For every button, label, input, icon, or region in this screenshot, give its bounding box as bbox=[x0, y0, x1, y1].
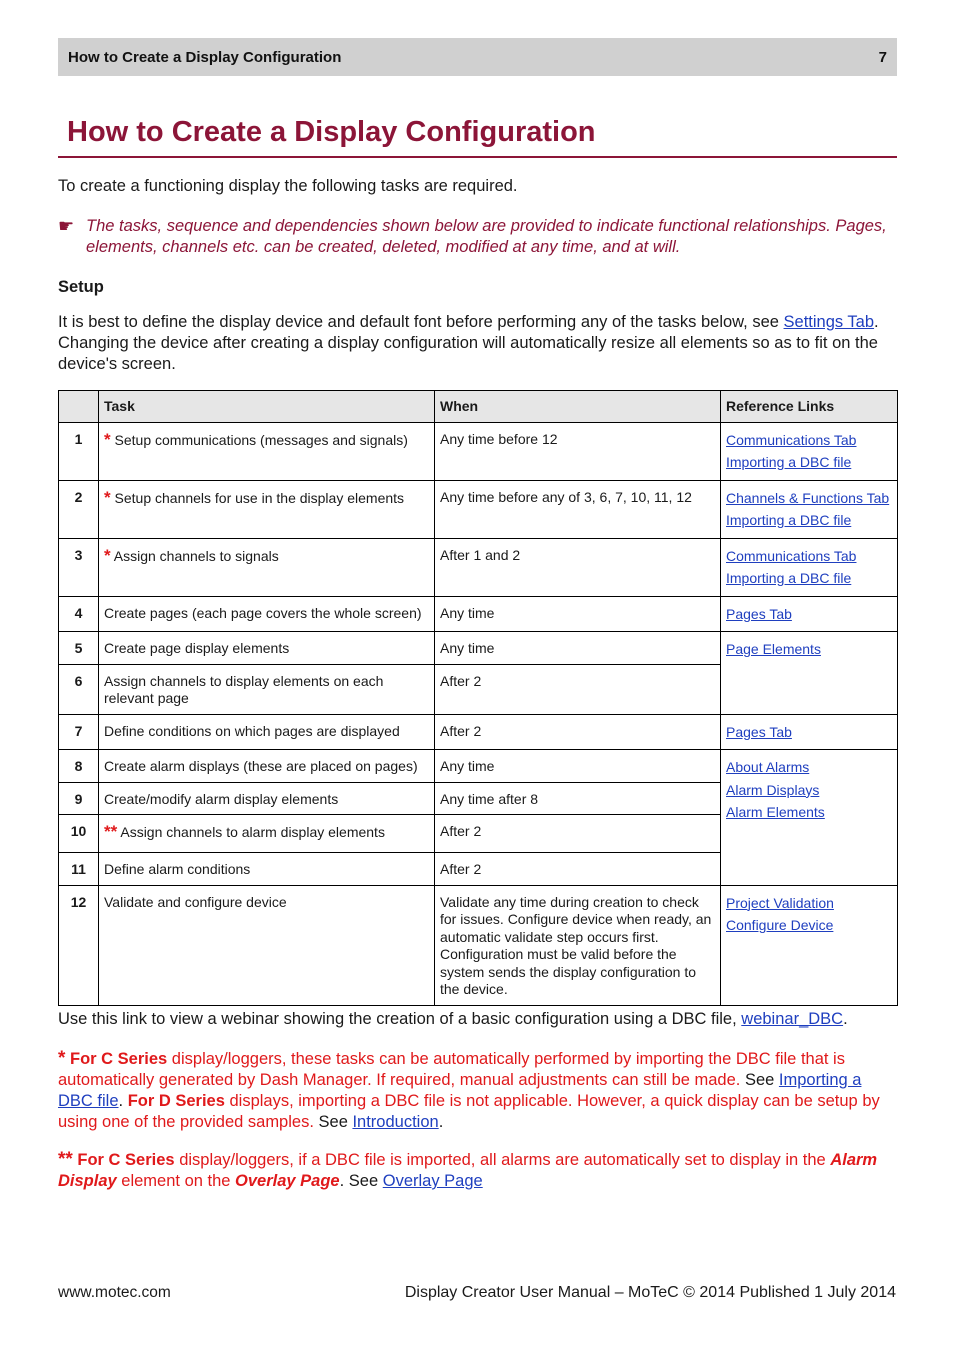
task-cell bbox=[99, 538, 435, 596]
row-number: 8 bbox=[59, 750, 99, 783]
task-cell: Validate and configure device bbox=[99, 885, 435, 1005]
reference-links-cell bbox=[721, 885, 898, 1005]
task-cell: Create pages (each page covers the whole screen) bbox=[99, 596, 435, 632]
footnote-text: display/loggers, these tasks can be automatically performed by importing the DBC file that is automatically generated by Dash Manager. If required, manual adjustments can still be made. bbox=[58, 1050, 845, 1089]
webinar-text: Use this link to view a webinar showing the creation of a basic configuration using a DBC file, bbox=[58, 1010, 742, 1028]
page-title: How to Create a Display Configuration bbox=[67, 116, 596, 148]
when-cell: After 2 bbox=[435, 714, 721, 750]
footnote-dot: . bbox=[438, 1113, 444, 1131]
setup-text-after: . Changing the device after creating a display configuration will automatically resize all elements so as to fit on the device's screen. bbox=[58, 313, 879, 373]
when-cell: Any time bbox=[435, 750, 721, 783]
intro-text: To create a functioning display the following tasks are required. bbox=[58, 177, 518, 195]
setup-heading: Setup bbox=[58, 278, 104, 296]
overlay-page-link[interactable]: Overlay Page bbox=[382, 1172, 483, 1190]
task-cell: Create page display elements bbox=[99, 632, 435, 665]
importing-dbc-file-link[interactable]: Importing a DBC file bbox=[726, 454, 852, 470]
introduction-link[interactable]: Introduction bbox=[352, 1113, 439, 1131]
setup-paragraph bbox=[58, 312, 898, 375]
task-cell: Assign channels to display elements on each relevant page bbox=[99, 664, 435, 714]
reference-links-cell bbox=[721, 632, 898, 715]
footnote-see: . See bbox=[339, 1172, 383, 1190]
alarm-elements-link[interactable]: Alarm Elements bbox=[726, 804, 825, 820]
channels-functions-tab-link[interactable]: Channels & Functions Tab bbox=[726, 489, 890, 506]
reference-links-cell bbox=[721, 480, 898, 538]
alarm-display-term: Alarm Display bbox=[58, 1151, 878, 1190]
footnote-c-series bbox=[58, 1048, 898, 1133]
task-text: Assign channels to alarm display elements bbox=[120, 824, 385, 840]
note-text: The tasks, sequence and dependencies shown below are provided to indicate functional relationships. Pages, elements, channels etc. can be created, deleted, modified at any time, and at will. bbox=[86, 217, 887, 256]
row-number: 11 bbox=[59, 853, 99, 886]
footnote-see: See bbox=[740, 1071, 779, 1089]
communications-tab-link[interactable]: Communications Tab bbox=[726, 547, 857, 564]
reference-links-cell bbox=[721, 596, 898, 632]
reference-links-cell bbox=[721, 714, 898, 750]
row-number: 6 bbox=[59, 664, 99, 714]
c-series-star: * bbox=[104, 487, 111, 507]
table-row bbox=[59, 480, 898, 538]
row-number: 1 bbox=[59, 422, 99, 480]
configure-device-link[interactable]: Configure Device bbox=[726, 917, 834, 933]
importing-dbc-file-link[interactable]: Importing a DBC file bbox=[58, 1071, 862, 1110]
footnote-see: See bbox=[313, 1113, 353, 1131]
when-cell: Validate any time during creation to check for issues. Configure device when ready, an automatic validate step occurs first. Configuration must be valid before the system sends the display configuration to the device. bbox=[435, 885, 721, 1005]
footnote-d-series-label: For D Series bbox=[127, 1092, 225, 1110]
alarm-displays-link[interactable]: Alarm Displays bbox=[726, 781, 820, 798]
table-row bbox=[59, 750, 898, 783]
task-cell: Create alarm displays (these are placed on pages) bbox=[99, 750, 435, 783]
webinar-end: . bbox=[843, 1010, 848, 1028]
c-series-double-star: ** bbox=[104, 822, 118, 841]
pointing-hand-icon: ☛ bbox=[58, 216, 75, 236]
importing-dbc-file-link[interactable]: Importing a DBC file bbox=[726, 570, 852, 586]
column-header-number bbox=[59, 391, 99, 423]
table-row bbox=[59, 632, 898, 665]
setup-text-before: It is best to define the display device and default font before performing any of the tasks below, see bbox=[58, 313, 784, 331]
title-divider bbox=[58, 156, 897, 158]
row-number: 5 bbox=[59, 632, 99, 665]
row-number: 10 bbox=[59, 815, 99, 853]
task-cell: Define alarm conditions bbox=[99, 853, 435, 886]
footnote-c-series-label: For C Series bbox=[77, 1151, 175, 1169]
when-cell: Any time bbox=[435, 632, 721, 665]
task-text: Setup channels for use in the display elements bbox=[114, 489, 405, 506]
footnote-alarms bbox=[58, 1149, 898, 1192]
when-cell: After 2 bbox=[435, 853, 721, 886]
task-cell: Create/modify alarm display elements bbox=[99, 782, 435, 815]
row-number: 12 bbox=[59, 885, 99, 1005]
footnote-dot: . bbox=[118, 1092, 128, 1110]
row-number: 9 bbox=[59, 782, 99, 815]
when-cell: After 1 and 2 bbox=[435, 538, 721, 596]
row-number: 3 bbox=[59, 538, 99, 596]
task-table bbox=[58, 390, 898, 1006]
pages-tab-link[interactable]: Pages Tab bbox=[726, 605, 792, 622]
table-row bbox=[59, 538, 898, 596]
reference-links-cell bbox=[721, 422, 898, 480]
when-cell: After 2 bbox=[435, 815, 721, 853]
column-header-task: Task bbox=[99, 391, 435, 423]
overlay-page-term: Overlay Page bbox=[235, 1172, 340, 1190]
webinar-paragraph bbox=[58, 1009, 898, 1030]
when-cell: Any time bbox=[435, 596, 721, 632]
pages-tab-link[interactable]: Pages Tab bbox=[726, 723, 792, 740]
reference-links-cell bbox=[721, 750, 898, 886]
c-series-star: * bbox=[104, 429, 111, 449]
running-header bbox=[58, 38, 897, 76]
importing-dbc-file-link[interactable]: Importing a DBC file bbox=[726, 512, 852, 528]
webinar-dbc-link[interactable]: webinar_DBC bbox=[741, 1010, 844, 1028]
about-alarms-link[interactable]: About Alarms bbox=[726, 759, 810, 775]
page-elements-link[interactable]: Page Elements bbox=[726, 641, 821, 657]
running-header-title: How to Create a Display Configuration bbox=[68, 48, 342, 66]
task-text: Setup communications (messages and signals) bbox=[114, 431, 408, 448]
task-text: Assign channels to signals bbox=[113, 547, 279, 564]
settings-tab-link[interactable]: Settings Tab bbox=[783, 313, 875, 331]
table-header-row bbox=[59, 391, 898, 423]
when-cell: Any time before 12 bbox=[435, 422, 721, 480]
footnote-double-star: ** bbox=[58, 1149, 73, 1170]
task-cell bbox=[99, 815, 435, 853]
footnote-text: display/loggers, if a DBC file is imported, all alarms are automatically set to display in the bbox=[174, 1151, 831, 1169]
table-row bbox=[59, 885, 898, 1005]
row-number: 2 bbox=[59, 480, 99, 538]
table-row bbox=[59, 422, 898, 480]
footnote-star: * bbox=[58, 1048, 66, 1069]
table-row bbox=[59, 596, 898, 632]
when-cell: Any time after 8 bbox=[435, 782, 721, 815]
c-series-star: * bbox=[104, 545, 111, 565]
column-header-reference-links: Reference Links bbox=[721, 391, 898, 423]
row-number: 4 bbox=[59, 596, 99, 632]
row-number: 7 bbox=[59, 714, 99, 750]
project-validation-link[interactable]: Project Validation bbox=[726, 894, 834, 911]
footnote-text: element on the bbox=[116, 1172, 236, 1190]
footnote-text: displays, importing a DBC file is not applicable. However, a quick display can be setup by using one of the provided samples. bbox=[58, 1092, 880, 1131]
footnote-c-series-label: For C Series bbox=[70, 1050, 168, 1068]
table-row bbox=[59, 714, 898, 750]
task-cell bbox=[99, 480, 435, 538]
task-cell: Define conditions on which pages are displayed bbox=[99, 714, 435, 750]
footer-website: www.motec.com bbox=[58, 1284, 171, 1301]
reference-links-cell bbox=[721, 538, 898, 596]
column-header-when: When bbox=[435, 391, 721, 423]
footer-manual-info: Display Creator User Manual – MoTeC © 2014 Published 1 July 2014 bbox=[404, 1284, 896, 1301]
page-number: 7 bbox=[878, 48, 887, 66]
when-cell: Any time before any of 3, 6, 7, 10, 11, 12 bbox=[435, 480, 721, 538]
task-cell bbox=[99, 422, 435, 480]
communications-tab-link[interactable]: Communications Tab bbox=[726, 431, 857, 448]
when-cell: After 2 bbox=[435, 664, 721, 714]
